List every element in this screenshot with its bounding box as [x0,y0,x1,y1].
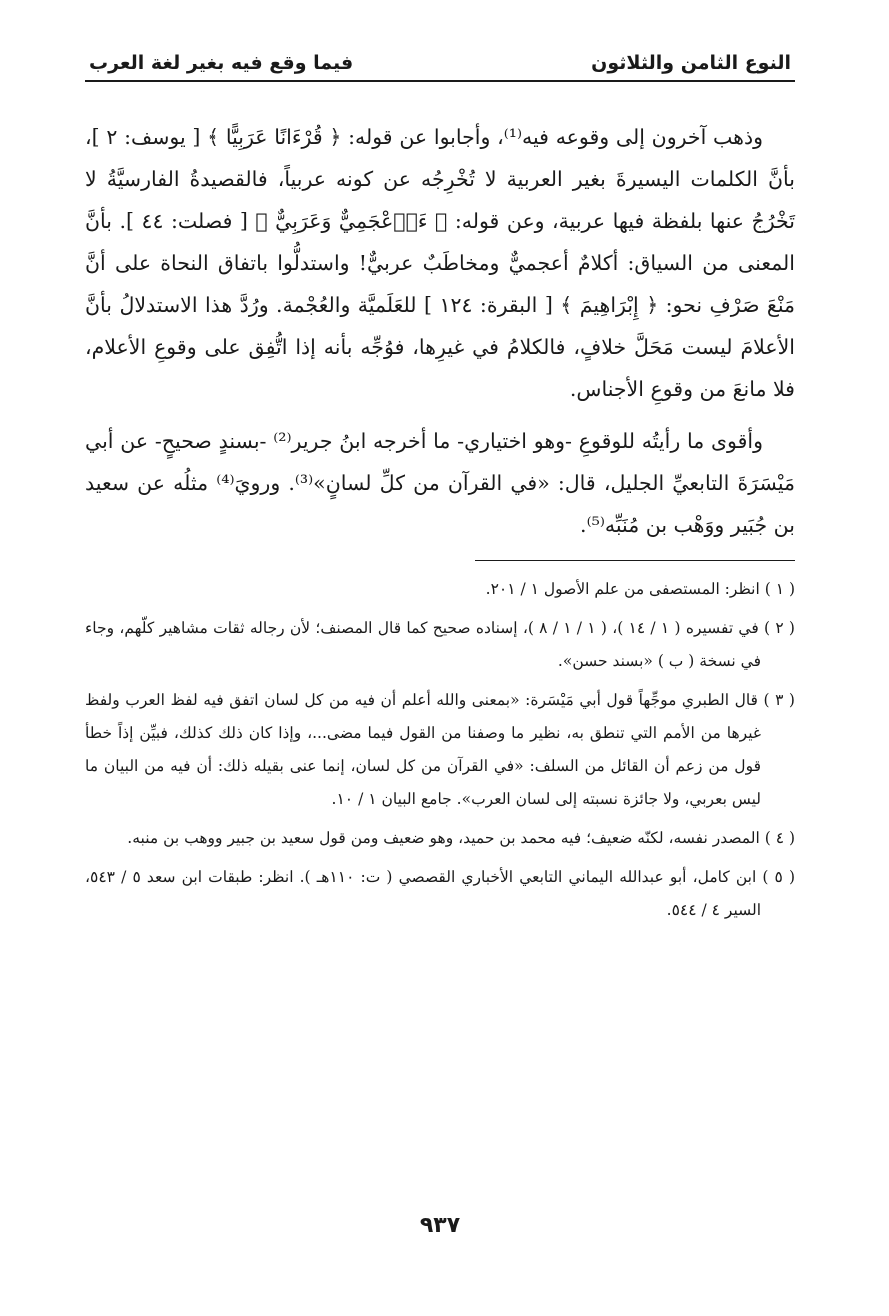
footnote-2: ( ٢ ) في تفسيره ( ١ / ١٤ )، ( ١ / ١ / ٨ )، إسناده صحيح كما قال المصنف؛ لأن رجاله ثقات مشاهير كلّهم، وجاء في نسخة ( ب ) «بسند حسن». [85,619,795,670]
footnote-4: ( ٤ ) المصدر نفسه، لكنّه ضعيف؛ فيه محمد بن حميد، وهو ضعيف ومن قول سعيد بن جبير ووهب بن منبه. [127,829,795,847]
section-title: فيما وقع فيه بغير لغة العرب [89,52,354,74]
paragraph-1: وذهب آخرون إلى وقوعه فيه⁽¹⁾، وأجابوا عن قوله: ﴿ قُرْءَانًا عَرَبِيًّا ﴾ [ يوسف: ٢ ]، بأنَّ الكلمات اليسيرةَ بغير العربية لا تُخْرِجُه عن كونه عربياً، فالقصيدةُ الفارسيَّةُ لا تَخْرُجُ عنها بلفظة فيها عربية، وعن قوله: ﴿ ءَا۬عْجَمِيٌّ وَعَرَبِيٌّ ﴾ [ فصلت: ٤٤ ]. بأنَّ المعنى من السياق: أكلامٌ أعجميٌّ ومخاطَبٌ عربيٌّ! واستدلُّوا باتفاق النحاة على أنَّ مَنْعَ صَرْفِ نحو: ﴿ إِبْرَاهِيمَ ﴾ [ البقرة: ١٢٤ ] للعَلَميَّة والعُجْمة. ورُدَّ هذا الاستدلالُ بأنَّ الأعلامَ ليست مَحَلَّ خلافٍ، فالكلامُ في غيرِها، فوُجِّه بأنه إذا اتُّفِق على وقوعِ الأعلام، فلا مانعَ من وقوعِ الأجناس. [85,125,795,401]
footnote-5: ( ٥ ) ابن كامل، أبو عبدالله اليماني التابعي الأخباري القصصي ( ت: ١١٠هـ ). انظر: طبقات ابن سعد ٥ / ٥٤٣، السير ٤ / ٥٤٤. [85,868,795,919]
book-page [85,38,795,1288]
footnotes [85,573,795,927]
footnote-divider [475,560,795,561]
footnote-3: ( ٣ ) قال الطبري موجِّهاً قول أبي مَيْسَرة: «بمعنى والله أعلم أن فيه من كل لسان اتفق فيه لفظ العرب ولفظ غيرها من الأمم التي تنطق به، نظير ما وصفنا من القول فيما مضى...، وإذا كان ذلك كذلك، فبيِّن إذاً خطأ قول من زعم أن القائل من السلف: «في القرآن من كل لسان، إنما عنى بقيله ذلك: أن فيه من البيان ما ليس بعربي، ولا جائزة نسبته إلى لسان العرب». جامع البيان ١ / ١٠. [85,691,795,808]
page-number: ٩٣٧ [419,1213,461,1238]
footnote-1: ( ١ ) انظر: المستصفى من علم الأصول ١ / ٢٠١. [485,580,795,598]
paragraph-2: وأقوى ما رأيتُه للوقوعِ -وهو اختياري- ما أخرجه ابنُ جرير⁽²⁾ -بسندٍ صحيحٍ- عن أبي مَيْسَرَةَ التابعيِّ الجليل، قال: «في القرآن من كلِّ لسانٍ»⁽³⁾. ورويَ⁽⁴⁾ مثلُه عن سعيد بن جُبَير ووَهْب بن مُنَبِّه⁽⁵⁾. [85,429,795,537]
chapter-title: النوع الثامن والثلاثون [591,52,791,74]
running-header [85,38,795,82]
main-text [85,116,795,546]
